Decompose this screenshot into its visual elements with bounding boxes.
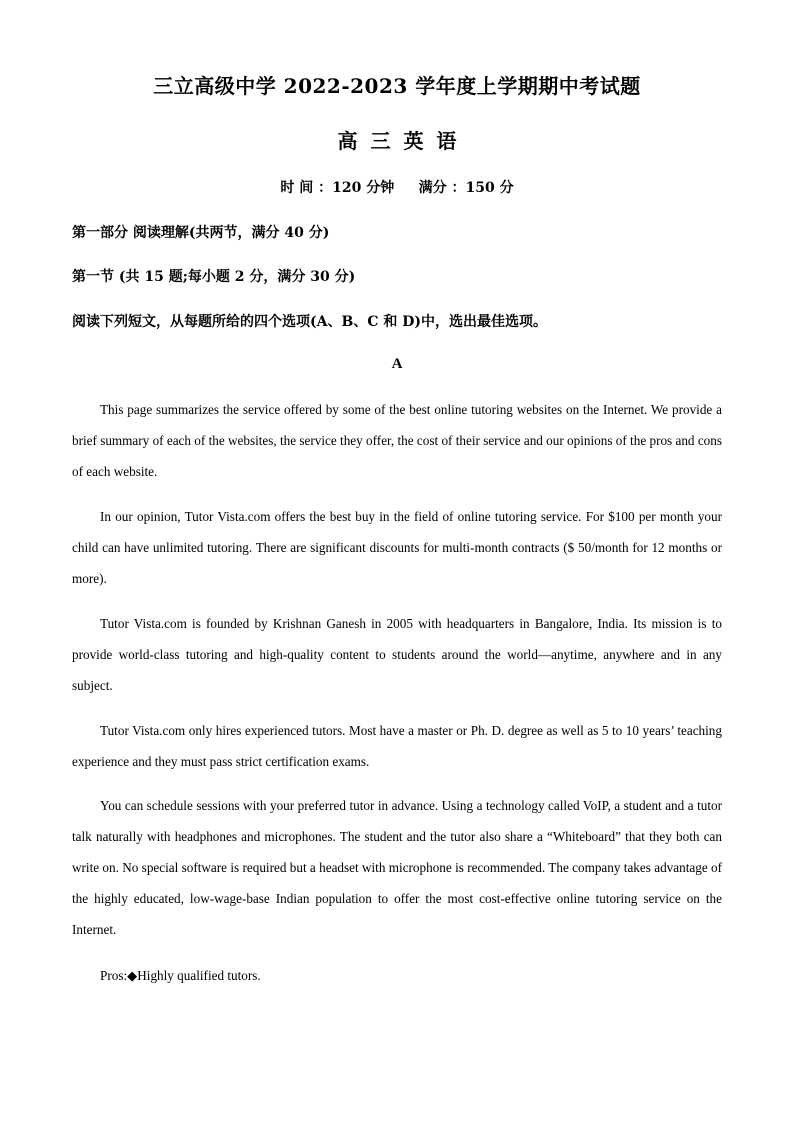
section-heading: 第一节 (共 15 题;每小题 2 分，满分 30 分): [72, 269, 356, 285]
passage-paragraph: Tutor Vista.com is founded by Krishnan Ganesh in 2005 with headquarters in Bangalore, India. Its mission is to provide world-class tutoring and high-quality content to students around the world—anytime, anywhere and in any subject.: [72, 616, 722, 693]
passage-label: A: [391, 356, 403, 372]
passage-paragraph: Tutor Vista.com only hires experienced tutors. Most have a master or Ph. D. degree as well as 5 to 10 years’ teaching experience and they must pass strict certification exams.: [72, 723, 722, 769]
reading-directions: 阅读下列短文，从每题所给的四个选项(A、B、C 和 D)中，选出最佳选项。: [72, 314, 547, 330]
passage-paragraph: Pros:◆Highly qualified tutors.: [100, 968, 261, 983]
exam-title: 三立高级中学 2022-2023 学年度上学期期中考试题: [153, 74, 641, 98]
passage-paragraph: This page summarizes the service offered by some of the best online tutoring websites on the Internet. We provide a brief summary of each of the websites, the service they offer, the cost of their service and our opinions of the pros and cons of each website.: [72, 402, 722, 479]
part-heading: 第一部分 阅读理解(共两节，满分 40 分): [72, 225, 330, 241]
passage-paragraph: You can schedule sessions with your preferred tutor in advance. Using a technology called VoIP, a student and a tutor talk naturally with headphones and microphones. The student and the tutor also share a “Whiteboard” that they both can write on. No special software is required but a headset with microphone is recommended. The company takes advantage of the highly educated, low-wage-base Indian population to offer the most cost-effective online tutoring service on the Internet.: [72, 798, 722, 937]
passage-paragraph: In our opinion, Tutor Vista.com offers the best buy in the field of online tutoring service. For $100 per month your child can have unlimited tutoring. There are significant discounts for multi-month contracts ($ 50/month for 12 months or more).: [72, 509, 722, 586]
exam-subject: 高 三 英 语: [337, 129, 457, 153]
exam-time-and-score: 时 间 ：120 分钟 满分 ：150 分: [280, 180, 514, 196]
